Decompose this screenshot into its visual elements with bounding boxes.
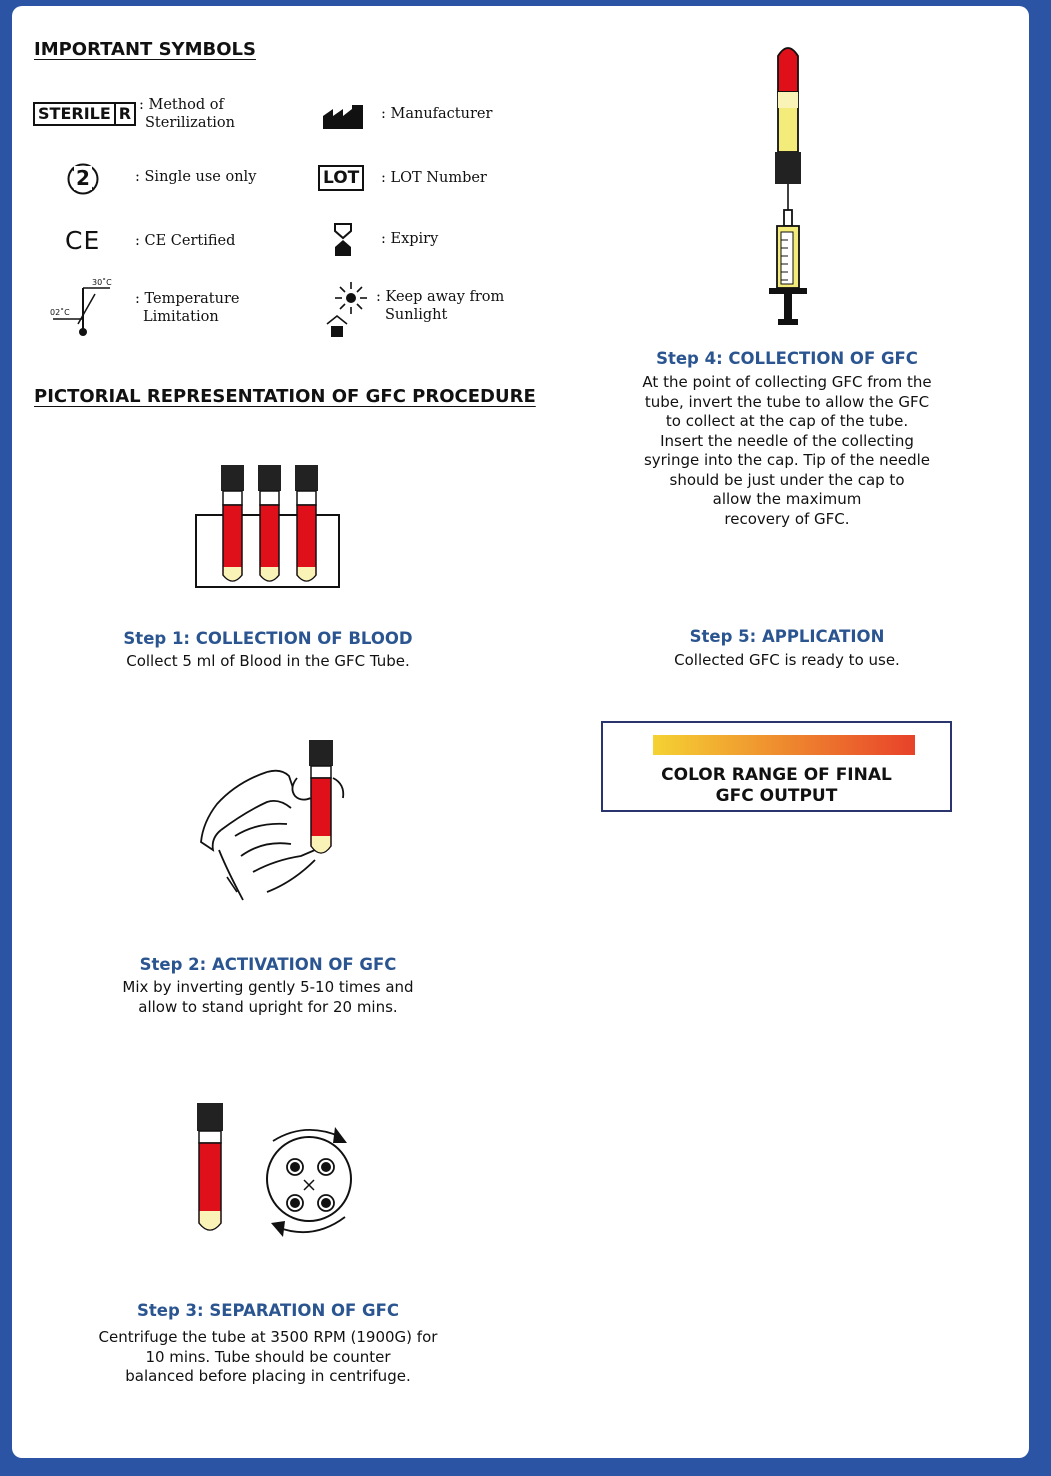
step4-line5: syringe into the cap. Tip of the needle [643,451,931,469]
lot-symbol: LOT [318,165,364,191]
expiry-label: : Expiry [381,231,439,247]
color-gradient-bar [653,735,915,755]
method-line1: : Method of [139,97,224,113]
step2-line1: Mix by inverting gently 5-10 times and [122,978,414,996]
procedure-heading: PICTORIAL REPRESENTATION OF GFC PROCEDURE [34,386,536,407]
temp-line1: : Temperature [135,291,240,307]
step3-line1: Centrifuge the tube at 3500 RPM (1900G) for [98,1328,438,1346]
hand-tube-illustration [197,732,357,902]
step2-text [78,978,458,1017]
temp-low-label: 02˚C [50,308,70,317]
step3-title: Step 3: SEPARATION OF GFC [137,1301,399,1320]
temp-line2: Limitation [143,309,219,325]
step4-title: Step 4: COLLECTION OF GFC [656,349,918,368]
sterile-r-label: R [116,102,136,126]
single-use-icon [66,162,100,196]
step3-line3: balanced before placing in centrifuge. [125,1367,411,1385]
symbols-heading: IMPORTANT SYMBOLS [34,39,256,60]
step4-line1: At the point of collecting GFC from the [642,373,932,391]
step4-line4: Insert the needle of the collecting [660,431,914,450]
color-range-line2: GFC OUTPUT [715,786,838,806]
sunlight-icon [325,280,369,338]
lot-number-label: : LOT Number [381,170,487,186]
sterile-symbol [33,102,136,126]
color-range-label [603,765,950,807]
sun-line1: : Keep away from [376,289,505,305]
step4-line7: allow the maximum [712,490,862,508]
sterile-label: STERILE [33,102,116,126]
instruction-sheet [12,6,1029,1458]
ce-certified-label: : CE Certified [135,233,236,249]
step4-line8: recovery of GFC. [724,509,850,528]
step4-text [607,373,967,529]
color-range-line1: COLOR RANGE OF FINAL [661,765,892,785]
centrifuge-illustration [195,1101,355,1251]
step3-text [68,1328,468,1387]
step4-line6: should be just under the cap to [669,470,905,489]
temperature-description [135,290,240,326]
factory-icon [322,104,364,130]
step1-title: Step 1: COLLECTION OF BLOOD [123,629,413,648]
step3-line2: 10 mins. Tube should be counter [145,1347,391,1366]
temperature-icon [50,280,120,340]
step5-title: Step 5: APPLICATION [689,627,885,646]
sterilization-description [139,96,235,132]
temp-high-label: 30˚C [92,278,112,287]
step5-text: Collected GFC is ready to use. [674,651,900,669]
ce-mark-icon: CE [65,226,101,255]
hourglass-icon [333,223,353,257]
step4-line3: to collect at the cap of the tube. [665,412,909,430]
step2-line2: allow to stand upright for 20 mins. [138,997,398,1016]
tube-rack-illustration [194,461,344,593]
step1-text: Collect 5 ml of Blood in the GFC Tube. [126,652,410,670]
step4-line2: tube, invert the tube to allow the GFC [644,392,930,411]
syringe-illustration [764,42,814,327]
manufacturer-label: : Manufacturer [381,106,493,122]
sunlight-description [376,288,504,324]
single-use-label: : Single use only [135,169,257,185]
color-range-box [601,721,952,812]
method-line2: Sterilization [145,115,236,131]
step2-title: Step 2: ACTIVATION OF GFC [139,955,397,974]
sun-line2: Sunlight [385,307,448,323]
single-use-number: 2 [74,166,92,190]
